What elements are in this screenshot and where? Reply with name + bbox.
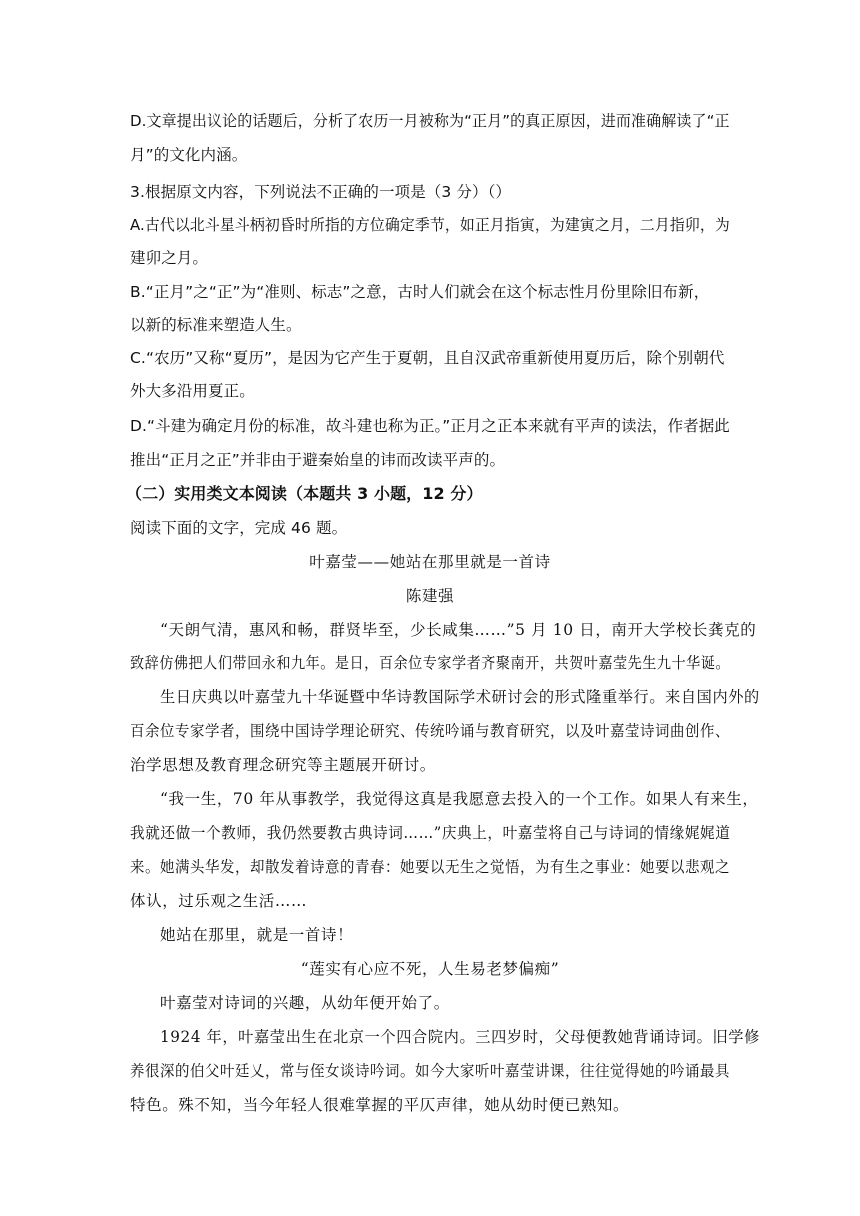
paragraph-4: 她站在那里，就是一首诗！ [160,926,354,944]
q3-stem: 3.根据原文内容，下列说法不正确的一项是（3 分）（） [130,183,512,201]
q3-option-d-line-1: D.“斗建为确定月份的标准，故斗建也称为正。”正月之正本来就有平声的读法，作者据此 [130,417,730,435]
paragraph-6-line-3: 特色。殊不知，当今年轻人很难掌握的平仄声律，她从幼时便已熟知。 [130,1096,630,1114]
paragraph-1-line-1: “天朗气清，惠风和畅，群贤毕至，少长咸集……”5 月 10 日，南开大学校长龚克的 [160,621,757,639]
paragraph-2-line-1: 生日庆典以叶嘉莹九十华诞暨中华诗教国际学术研讨会的形式隆重举行。来自国内外的 [160,688,760,706]
article-author: 陈建强 [405,587,455,605]
q3-option-b-line-2: 以新的标准来塑造人生。 [130,316,302,334]
q3-option-b-line-1: B.“正月”之“正”为“准则、标志”之意，古时人们就会在这个标志性月份里除旧布新， [130,283,710,301]
q3-option-c-line-2: 外大多沿用夏正。 [130,382,255,400]
paragraph-3-line-3: 来。她满头华发，却散发着诗意的青春：她要以无生之觉悟，为有生之事业：她要以悲观之 [130,858,731,876]
paragraph-2-line-2: 百余位专家学者，围绕中国诗学理论研究、传统吟诵与教育研究，以及叶嘉莹诗词曲创作、 [130,722,731,740]
paragraph-6-line-2: 养很深的伯父叶廷乂，常与侄女谈诗吟词。如今大家听叶嘉莹讲课，往往觉得她的吟诵最具 [130,1062,731,1080]
article-title: 叶嘉莹——她站在那里就是一首诗 [309,553,551,571]
q2-option-d-line-1: D.文章提出议论的话题后，分析了农历一月被称为“正月”的真正原因，进而准确解读了“正 [130,112,730,130]
q3-option-d-line-2: 推出“正月之正”并非由于避秦始皇的讳而改读平声的。 [130,451,506,469]
article-subtitle: “莲实有心应不死，人生易老梦偏痴” [300,960,560,978]
section-heading: （二）实用类文本阅读（本题共 3 小题，12 分） [126,484,483,503]
section-instruction: 阅读下面的文字，完成 46 题。 [130,519,348,537]
paragraph-2-line-3: 治学思想及教育理念研究等主题展开研讨。 [130,756,436,774]
q2-option-d-line-2: 月”的文化内涵。 [130,146,248,164]
q3-option-a-line-2: 建卯之月。 [130,249,209,267]
paragraph-3-line-2: 我就还做一个教师，我仍然要教古典诗词……”庆典上，叶嘉莹将自己与诗词的情缘娓娓道 [130,824,731,842]
paragraph-1-line-2: 致辞仿佛把人们带回永和九年。是日，百余位专家学者齐聚南开，共贺叶嘉莹先生九十华诞。 [130,654,731,672]
paragraph-3-line-4: 体认，过乐观之生活…… [130,892,308,910]
q3-option-c-line-1: C.“农历”又称“夏历”，是因为它产生于夏朝，且自汉武帝重新使用夏历后，除个别朝代 [130,349,725,367]
q3-option-a-line-1: A.古代以北斗星斗柄初昏时所指的方位确定季节，如正月指寅，为建寅之月，二月指卯，为 [130,216,730,234]
paragraph-3-line-1: “我一生，70 年从事教学，我觉得这真是我愿意去投入的一个工作。如果人有来生， [160,790,759,808]
paragraph-5: 叶嘉莹对诗词的兴趣，从幼年便开始了。 [160,994,450,1012]
paragraph-6-line-1: 1924 年，叶嘉莹出生在北京一个四合院内。三四岁时，父母便教她背诵诗词。旧学修 [160,1028,760,1046]
